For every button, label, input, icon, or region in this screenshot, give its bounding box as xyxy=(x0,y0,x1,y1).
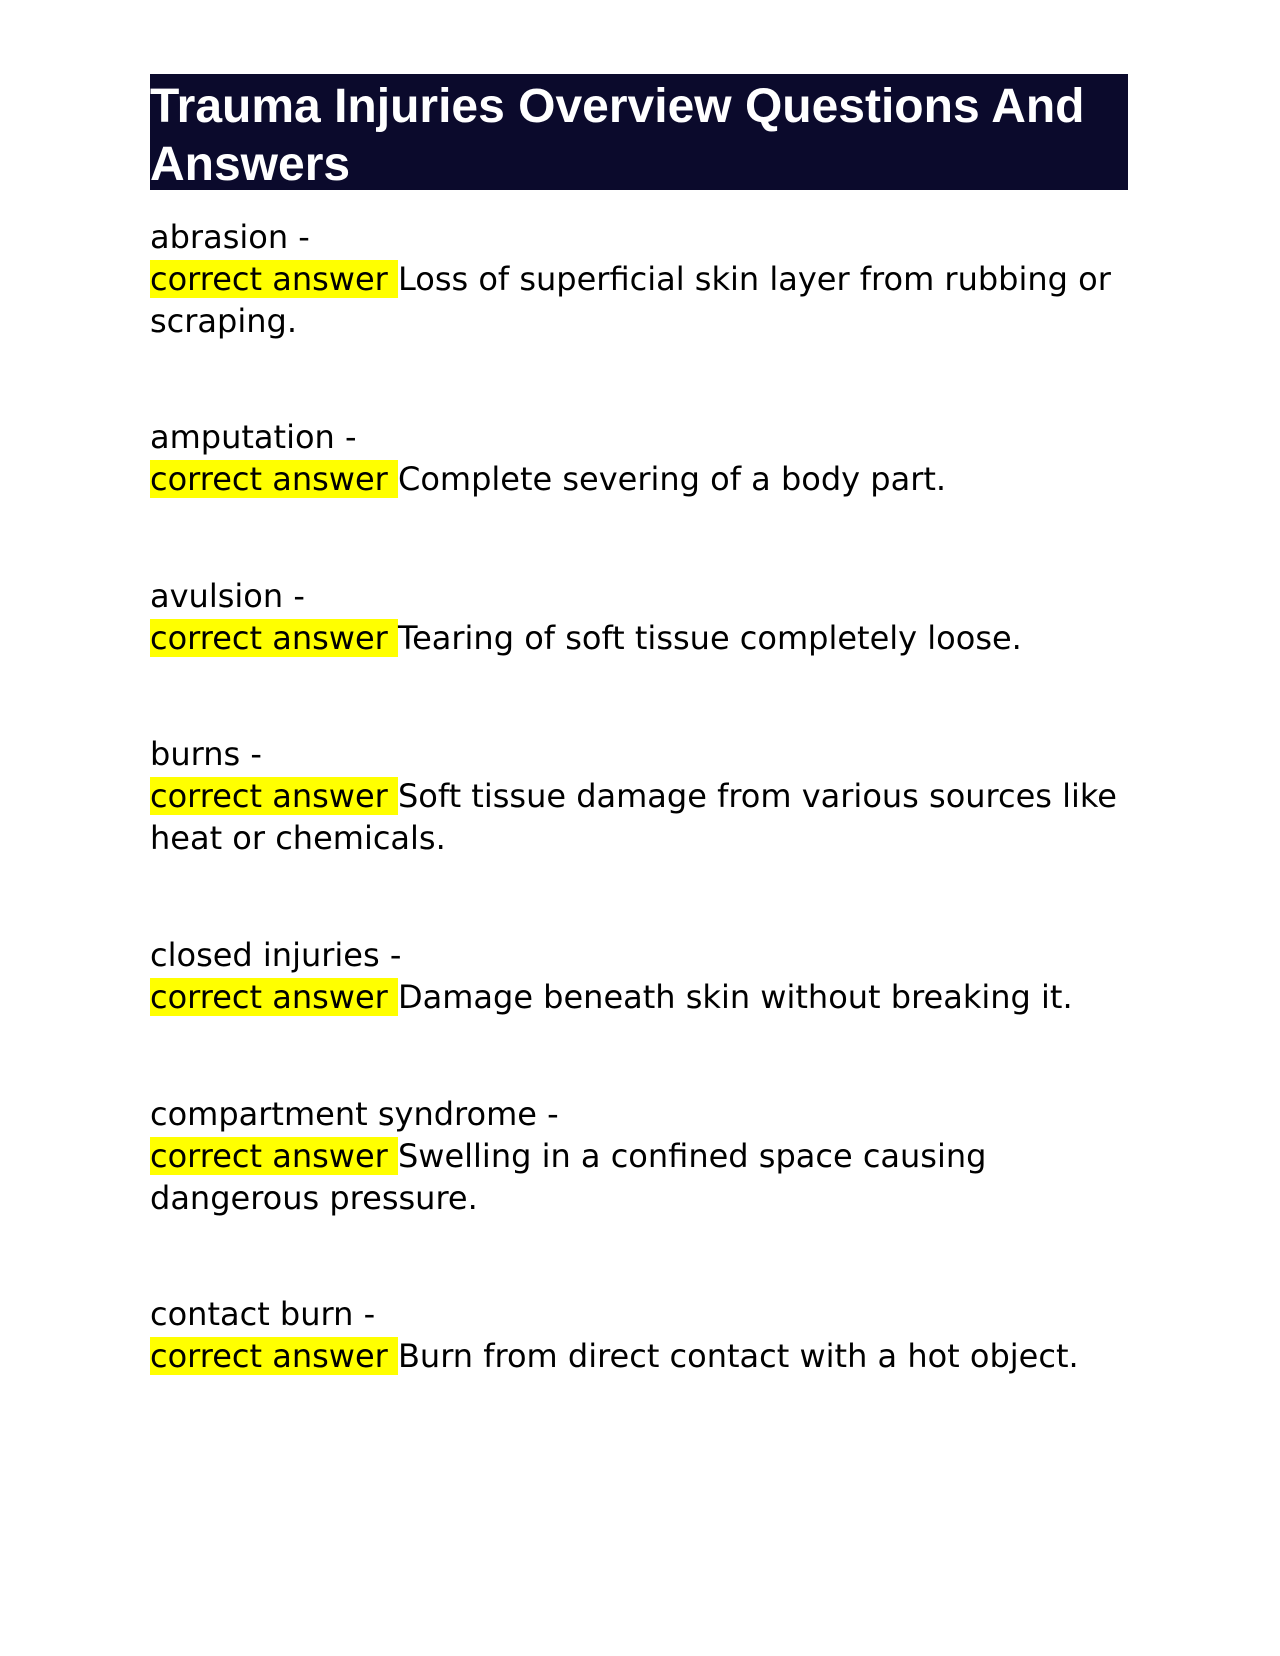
correct-answer-highlight: correct answer xyxy=(150,260,398,298)
question-term: compartment syndrome - xyxy=(150,1095,559,1133)
answer-line xyxy=(150,976,1130,1018)
answer-text: Tearing of soft tissue completely loose. xyxy=(397,619,1022,657)
answer-text: Damage beneath skin without breaking it. xyxy=(397,978,1073,1016)
qa-item-abrasion xyxy=(150,216,1130,342)
answer-line xyxy=(150,1135,1130,1219)
answer-text: Burn from direct contact with a hot object. xyxy=(397,1337,1079,1375)
answer-text: Loss of superficial skin layer from rubbing or scraping. xyxy=(150,260,1111,340)
answer-line xyxy=(150,775,1130,859)
qa-item-amputation xyxy=(150,416,1130,500)
answer-line xyxy=(150,617,1130,659)
answer-line xyxy=(150,458,1130,500)
qa-item-burns xyxy=(150,733,1130,859)
question-term: abrasion - xyxy=(150,218,310,256)
correct-answer-highlight: correct answer xyxy=(150,777,398,815)
qa-item-contact-burn xyxy=(150,1293,1130,1377)
question-term: closed injuries - xyxy=(150,936,402,974)
correct-answer-highlight: correct answer xyxy=(150,619,398,657)
correct-answer-highlight: correct answer xyxy=(150,460,398,498)
qa-item-closed-injuries xyxy=(150,934,1130,1018)
question-term: avulsion - xyxy=(150,577,305,615)
question-term: burns - xyxy=(150,735,262,773)
question-term: amputation - xyxy=(150,418,357,456)
title-banner xyxy=(150,74,1128,190)
correct-answer-highlight: correct answer xyxy=(150,1137,398,1175)
answer-line xyxy=(150,1335,1130,1377)
correct-answer-highlight: correct answer xyxy=(150,978,398,1016)
answer-line xyxy=(150,258,1130,342)
qa-item-avulsion xyxy=(150,575,1130,659)
qa-item-compartment-syndrome xyxy=(150,1093,1130,1219)
page-title: Trauma Injuries Overview Questions And Answers xyxy=(150,80,1097,191)
answer-text: Soft tissue damage from various sources like heat or chemicals. xyxy=(150,777,1117,857)
answer-text: Swelling in a confined space causing dangerous pressure. xyxy=(150,1137,987,1217)
answer-text: Complete severing of a body part. xyxy=(397,460,947,498)
correct-answer-highlight: correct answer xyxy=(150,1337,398,1375)
question-term: contact burn - xyxy=(150,1295,376,1333)
